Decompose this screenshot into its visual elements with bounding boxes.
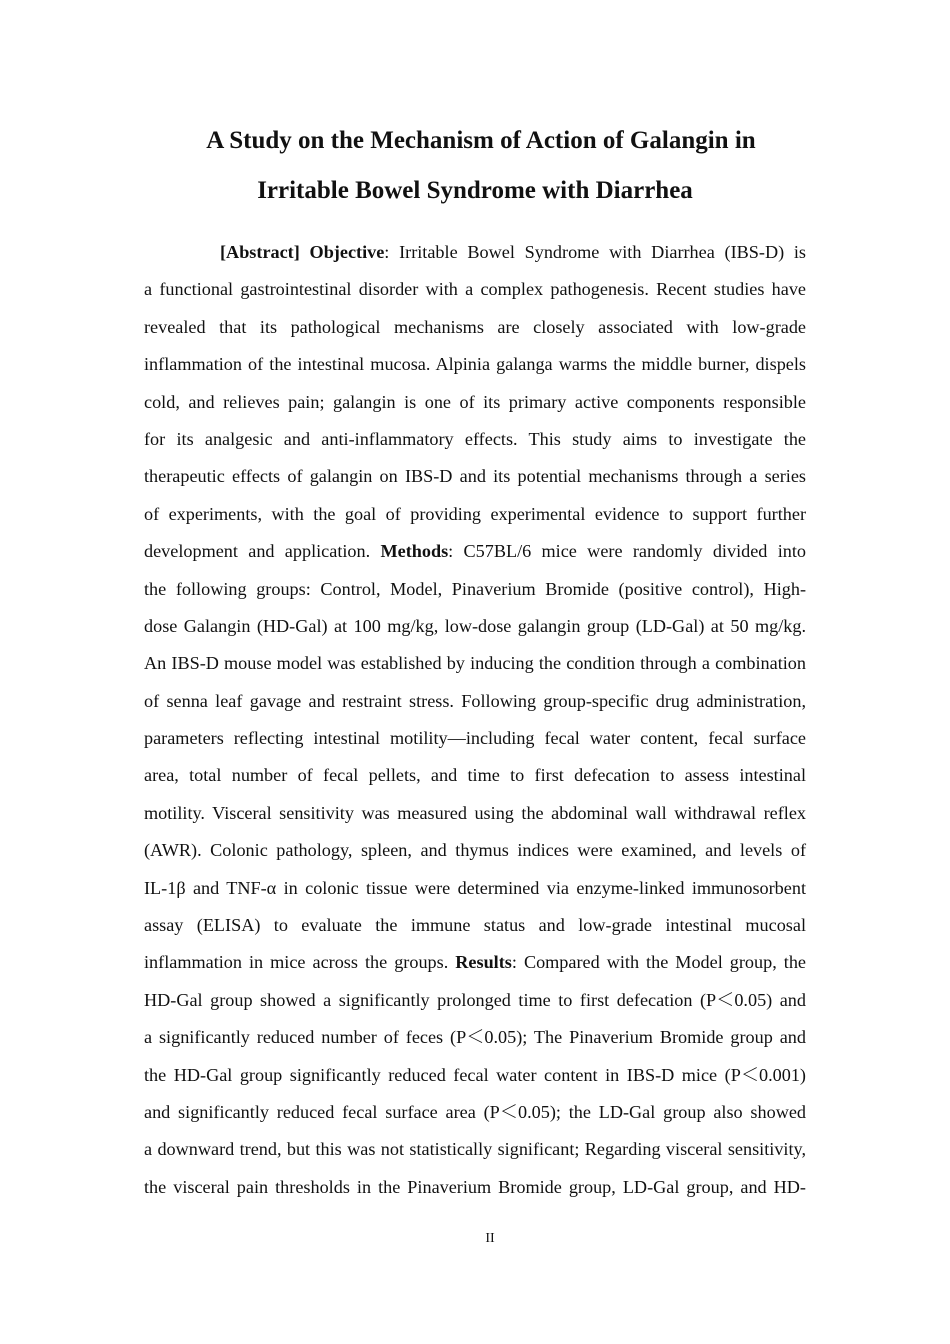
section-heading: Results xyxy=(455,952,512,973)
abstract-text: : Compared with the Model group, the xyxy=(511,952,806,973)
abstract-line xyxy=(144,346,806,383)
abstract-label: [Abstract] xyxy=(220,242,300,262)
abstract-text: development and application. xyxy=(144,541,381,562)
abstract-line xyxy=(144,720,806,757)
abstract-text: a significantly reduced number of feces (P＜0.05); The Pinaverium Bromide group and xyxy=(144,1027,806,1048)
abstract-line xyxy=(144,496,806,533)
abstract-line xyxy=(144,683,806,720)
abstract-line xyxy=(144,384,806,421)
abstract-line xyxy=(144,944,806,981)
abstract-line xyxy=(144,421,806,458)
title-line-2: Irritable Bowel Syndrome with Diarrhea xyxy=(257,177,693,204)
abstract-text: IL-1β and TNF-α in colonic tissue were determined via enzyme-linked immunosorbent xyxy=(144,877,806,898)
abstract-text: parameters reflecting intestinal motility—including fecal water content, fecal surface xyxy=(144,728,806,749)
abstract-line xyxy=(144,795,806,832)
abstract-text: the following groups: Control, Model, Pinaverium Bromide (positive control), High- xyxy=(144,578,806,599)
section-heading: Objective xyxy=(309,242,385,262)
page-number: II xyxy=(485,1231,495,1246)
abstract-line xyxy=(144,1131,806,1168)
abstract-line xyxy=(144,458,806,495)
abstract-line xyxy=(144,571,806,608)
abstract-text: therapeutic effects of galangin on IBS-D and its potential mechanisms through a series xyxy=(144,466,806,487)
abstract-line xyxy=(144,757,806,794)
abstract-line xyxy=(144,1057,806,1094)
abstract-line xyxy=(144,1094,806,1131)
abstract-text: inflammation of the intestinal mucosa. Alpinia galanga warms the middle burner, dispels xyxy=(144,354,806,375)
abstract-line xyxy=(144,645,806,682)
abstract-line xyxy=(144,271,806,308)
abstract-line xyxy=(144,234,806,271)
abstract-text: An IBS-D mouse model was established by inducing the condition through a combination xyxy=(144,653,806,674)
abstract-line xyxy=(144,1169,806,1206)
abstract-line xyxy=(144,870,806,907)
abstract-text: motility. Visceral sensitivity was measured using the abdominal wall withdrawal reflex xyxy=(144,802,806,823)
abstract-text: a functional gastrointestinal disorder with a complex pathogenesis. Recent studies have xyxy=(144,279,806,300)
abstract-text: and significantly reduced fecal surface area (P＜0.05); the LD-Gal group also showed xyxy=(144,1101,806,1122)
paper-title xyxy=(0,116,950,216)
abstract-text: : Irritable Bowel Syndrome with Diarrhea (IBS-D) is xyxy=(384,242,807,262)
abstract-text: a downward trend, but this was not statistically significant; Regarding visceral sensitivity, xyxy=(144,1139,806,1160)
title-line-1: A Study on the Mechanism of Action of Galangin in xyxy=(206,127,756,154)
abstract-text: (AWR). Colonic pathology, spleen, and thymus indices were examined, and levels of xyxy=(144,840,806,861)
abstract-text: assay (ELISA) to evaluate the immune status and low-grade intestinal mucosal xyxy=(144,915,806,936)
abstract-line xyxy=(144,982,806,1019)
abstract-line xyxy=(144,533,806,570)
abstract-text: area, total number of fecal pellets, and time to first defecation to assess intestinal xyxy=(144,765,806,786)
abstract-text: for its analgesic and anti-inflammatory effects. This study aims to investigate the xyxy=(144,428,806,449)
abstract-text: : C57BL/6 mice were randomly divided into xyxy=(448,541,806,562)
abstract-text: the visceral pain thresholds in the Pinaverium Bromide group, LD-Gal group, and HD- xyxy=(144,1176,806,1197)
abstract-text: cold, and relieves pain; galangin is one of its primary active components responsible xyxy=(144,391,806,412)
abstract-line xyxy=(144,309,806,346)
abstract-line xyxy=(144,907,806,944)
abstract-text: HD-Gal group showed a significantly prolonged time to first defecation (P＜0.05) and xyxy=(144,989,806,1010)
abstract-line xyxy=(144,832,806,869)
abstract-body xyxy=(144,234,806,1206)
abstract-line xyxy=(144,1019,806,1056)
abstract-line xyxy=(144,608,806,645)
section-heading: Methods xyxy=(380,541,449,562)
abstract-text: dose Galangin (HD-Gal) at 100 mg/kg, low-dose galangin group (LD-Gal) at 50 mg/kg. xyxy=(144,615,806,636)
abstract-text: the HD-Gal group significantly reduced fecal water content in IBS-D mice (P＜0.001) xyxy=(144,1064,806,1085)
abstract-text: of senna leaf gavage and restraint stress. Following group-specific drug administration, xyxy=(144,690,806,711)
abstract-text: of experiments, with the goal of providing experimental evidence to support further xyxy=(144,503,806,524)
abstract-text: revealed that its pathological mechanisms are closely associated with low-grade xyxy=(144,316,806,337)
abstract-text: inflammation in mice across the groups. xyxy=(144,952,456,973)
